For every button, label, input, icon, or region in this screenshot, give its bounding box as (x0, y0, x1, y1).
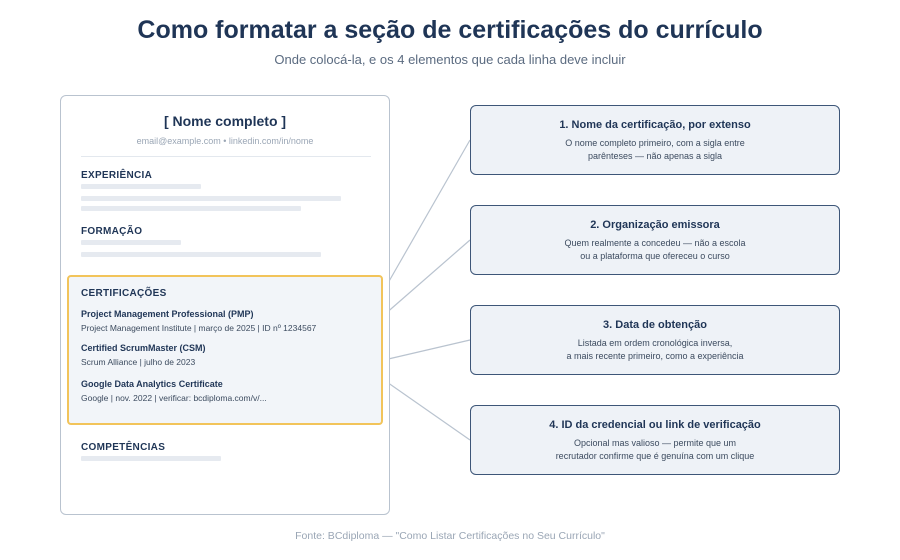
callout-1 (470, 105, 840, 175)
cert-detail-1: Project Management Institute | março de 2025 | ID nº 1234567 (81, 323, 317, 333)
cert-name-3: Google Data Analytics Certificate (81, 379, 223, 389)
callout-title: 1. Nome da certificação, por extenso (559, 119, 751, 131)
callout-text: a mais recente primeiro, como a experiência (566, 351, 744, 361)
resume-name: [ Nome completo ] (163, 113, 287, 129)
cert-detail-2: Scrum Alliance | julho de 2023 (81, 357, 196, 367)
callout-3 (470, 305, 840, 375)
placeholder-bar (81, 196, 341, 201)
placeholder-bar (81, 184, 201, 189)
callout-title: 4. ID da credencial ou link de verificação (549, 419, 761, 431)
connector-4 (384, 380, 470, 440)
section-education: FORMAÇÃO (81, 226, 143, 237)
callout-text: Quem realmente a concedeu — não a escola (564, 238, 746, 248)
resume-mockup (60, 95, 390, 515)
certifications-highlight (67, 275, 383, 425)
cert-name-1: Project Management Professional (PMP) (81, 309, 254, 319)
resume-divider (81, 156, 371, 157)
section-certifications: CERTIFICAÇÕES (81, 288, 167, 299)
callout-4 (470, 405, 840, 475)
callout-text: recrutador confirme que é genuína com um clique (555, 451, 755, 461)
callout-text: parênteses — não apenas a sigla (587, 151, 723, 161)
page-title: Como formatar a seção de certificações do currículo (137, 16, 763, 44)
callout-text: O nome completo primeiro, com a sigla entre (565, 138, 745, 148)
source-note: Fonte: BCdiploma — "Como Listar Certificações no Seu Currículo" (295, 530, 605, 542)
callout-text: ou a plataforma que ofereceu o curso (580, 251, 730, 261)
callout-title: 3. Data de obtenção (603, 319, 707, 331)
connector-3 (384, 340, 470, 360)
page-subtitle: Onde colocá-la, e os 4 elementos que cada linha deve incluir (274, 52, 626, 67)
resume-contact: email@example.com • linkedin.com/in/nome (136, 136, 314, 146)
section-skills: COMPETÊNCIAS (81, 442, 166, 453)
callout-title: 2. Organização emissora (590, 219, 720, 231)
placeholder-bar (81, 252, 321, 257)
connector-2 (384, 240, 470, 315)
placeholder-bar (81, 240, 181, 245)
cert-name-2: Certified ScrumMaster (CSM) (81, 343, 206, 353)
cert-detail-3: Google | nov. 2022 | verificar: bcdiploma.com/v/... (81, 393, 267, 403)
section-experience: EXPERIÊNCIA (81, 170, 153, 181)
connector-1 (384, 140, 470, 290)
callout-2 (470, 205, 840, 275)
placeholder-bar (81, 206, 301, 211)
callout-text: Opcional mas valioso — permite que um (573, 438, 737, 448)
placeholder-bar (81, 456, 221, 461)
callout-text: Listada em ordem cronológica inversa, (577, 338, 733, 348)
